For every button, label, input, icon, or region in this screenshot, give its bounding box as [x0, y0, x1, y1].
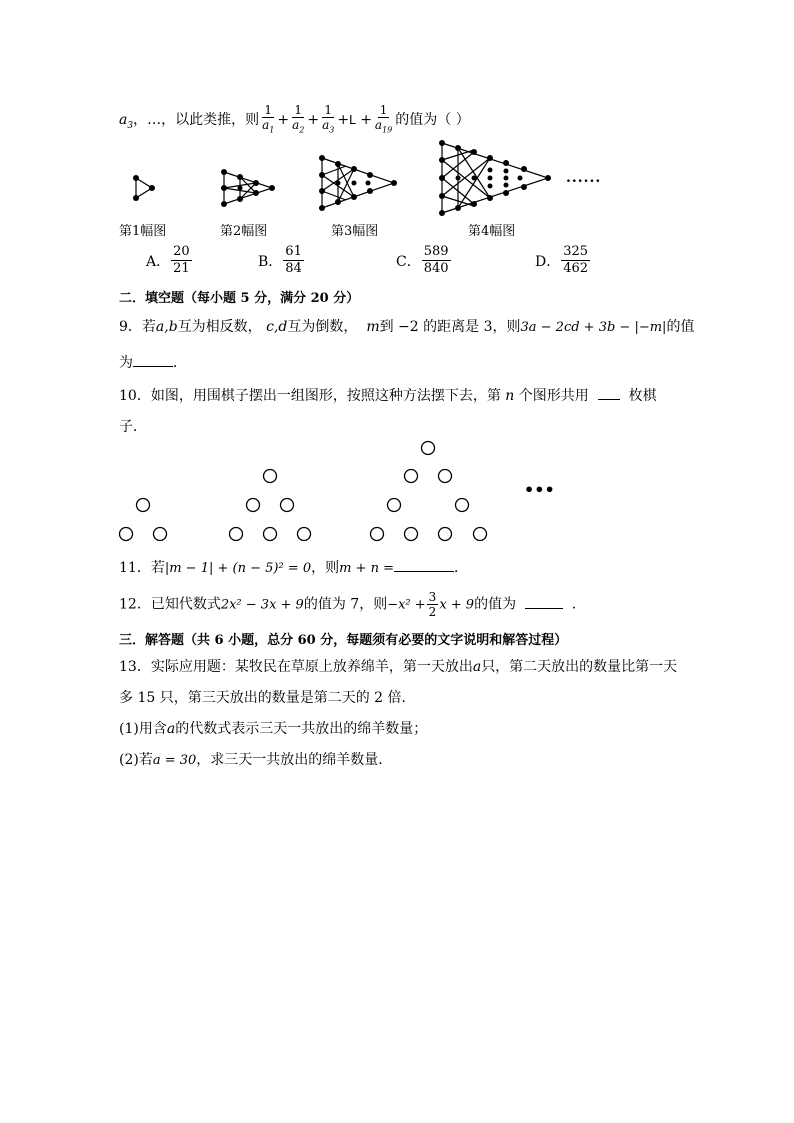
figure-label-3: 第3幅图: [331, 224, 379, 239]
q9-line2: 为 ．: [119, 355, 187, 371]
q11-answer-blank[interactable]: [394, 571, 454, 572]
figure-label-2: 第2幅图: [220, 224, 268, 239]
section2-heading: 二．填空题（每小题 5 分，满分 20 分）: [119, 291, 360, 306]
q13-line1: 13．实际应用题：某牧民在草原上放养绵羊，第一天放出a只，第二天放出的数量比第一天: [119, 659, 678, 675]
q10-circle-figures: [0, 0, 794, 560]
q12-fraction: $\frac{3}{2}$: [428, 590, 437, 619]
option-c-fraction: $\frac{589}{840}$: [423, 244, 449, 276]
circle-figure-3: [371, 442, 487, 541]
plus-sign: +: [277, 112, 290, 129]
q8-text-before: ，…，以此类推，则: [133, 112, 260, 129]
circle-figure-1: [120, 499, 167, 541]
option-d-fraction: $\frac{325}{462}$: [563, 244, 589, 276]
figure-label-1: 第1幅图: [119, 224, 167, 239]
q12-answer-blank[interactable]: [525, 608, 563, 609]
q11-line: 11．若|m − 1| + (n − 5)² = 0，则m + n = ．: [119, 560, 468, 576]
q8-frac-4: $\frac{1}{a_{19}}$: [374, 103, 393, 135]
option-c-label: C．: [396, 253, 421, 270]
plus-sign: +: [307, 112, 320, 129]
q8-text-after: 的值为（ ）: [395, 112, 470, 129]
q9-line1: 9．若a,b互为相反数， c,d互为倒数， m到 −2 的距离是 3，则3a − 2cd + 3b − |−m|的值: [119, 319, 695, 335]
q8-a3: $a_3$: [119, 112, 134, 131]
q12-line: 12．已知代数式2x² − 3x + 9的值为 7，则−x² + $\frac{3}{2}$ x + 9的值为 ．: [119, 590, 586, 619]
q8-frac-3: $\frac{1}{a_3}$: [322, 103, 335, 135]
q8-frac-1: $\frac{1}{a_1}$: [262, 103, 275, 135]
option-d-label: D．: [535, 253, 561, 270]
circle-figure-continue-dots: •••: [524, 480, 555, 499]
section3-heading: 三．解答题（共 6 小题，总分 60 分，每题须有必要的文字说明和解答过程）: [119, 633, 568, 648]
option-a-label: A．: [146, 253, 171, 270]
figure-label-4: 第4幅图: [468, 224, 516, 239]
q13-line2: 多 15 只，第三天放出的数量是第二天的 2 倍．: [119, 690, 416, 706]
q10-line2: 子．: [119, 419, 147, 435]
q13-part2: (2)若a = 30，求三天一共放出的绵羊数量．: [119, 752, 393, 768]
q9-expression: 3a − 2cd + 3b − |−m|: [520, 320, 667, 335]
q13-part1: (1)用含a的代数式表示三天一共放出的绵羊数量；: [119, 721, 428, 737]
figure-continue-dots: ......: [566, 170, 602, 186]
q11-expression: |m − 1| + (n − 5)² = 0: [164, 561, 312, 576]
plus-sign: +: [337, 112, 350, 129]
plus-sign: +: [360, 112, 372, 129]
option-b-fraction: $\frac{61}{84}$: [285, 244, 302, 276]
q8-frac-2: $\frac{1}{a_2}$: [292, 103, 305, 135]
ellipsis-glyph: L: [349, 113, 356, 128]
q10-line1: 10．如图，用围棋子摆出一组图形，按照这种方法摆下去，第 n 个图形共用 枚棋: [119, 388, 657, 404]
circle-figure-2: [230, 470, 311, 541]
option-b-label: B．: [258, 253, 283, 270]
option-a-fraction: $\frac{20}{21}$: [173, 244, 190, 276]
